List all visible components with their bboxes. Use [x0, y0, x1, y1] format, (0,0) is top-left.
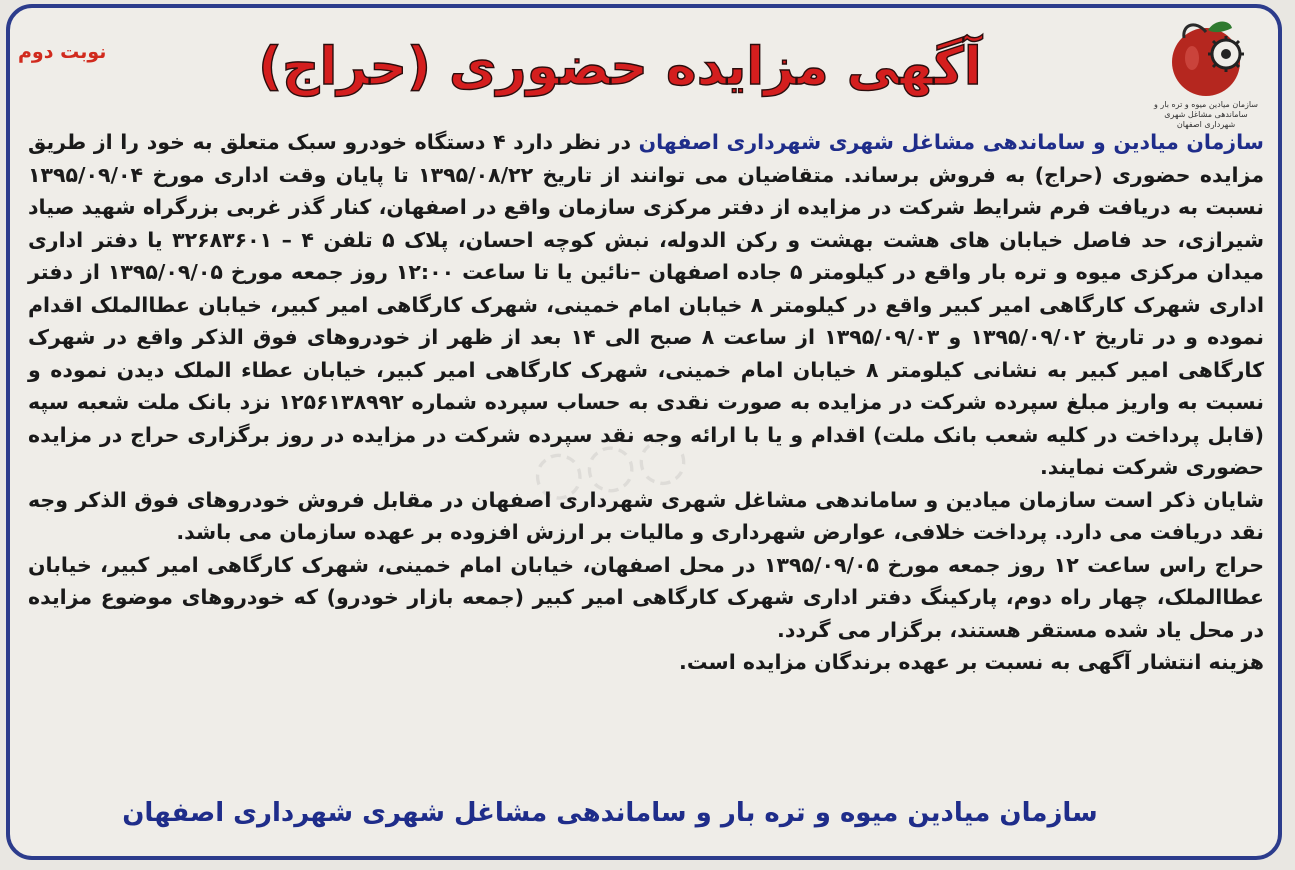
logo-caption: سازمان میادین میوه و تره بار و ساماندهی مشاغل شهری شهرداری اصفهان: [1154, 100, 1258, 129]
terms-text: در نظر دارد ۴ دستگاه خودرو سبک متعلق به خود را از طریق مزایده حضوری (حراج) به فروش برساند. متقاضیان می توانند از تاریخ ۱۳۹۵/۰۸/۲۲ تا پایان وقت اداری مورخ ۱۳۹۵/۰۹/۰۴ نسبت به دریافت فرم شرایط شرکت در مزایده از دفتر مرکزی سازمان واقع در اصفهان، کنار گذر غربی بزرگراه شهید صیاد شیرازی، حد فاصل خیابان های هشت بهشت و رکن الدوله، نبش کوچه احسان، پلاک ۵ تلفن ۴ – ۳۲۶۸۳۶۰۱ یا دفتر اداری میدان مرکزی میوه و تره بار واقع در کیلومتر ۵ جاده اصفهان –نائین یا تا ساعت ۱۲:۰۰ روز جمعه مورخ ۱۳۹۵/۰۹/۰۵ از دفتر اداری شهرک کارگاهی امیر کبیر واقع در کیلومتر ۸ خیابان امام خمینی، شهرک کارگاهی امیر کبیر، خیابان عطاالملک اقدام نموده و در تاریخ ۱۳۹۵/۰۹/۰۲ و ۱۳۹۵/۰۹/۰۳ از ساعت ۸ صبح الی ۱۴ بعد از ظهر از خودروهای فوق الذکر واقع در شهرک کارگاهی امیر کبیر به نشانی کیلومتر ۸ خیابان امام خمینی، شهرک کارگاهی امیر کبیر، خیابان عطاء الملک دیدن نموده و نسبت به واریز مبلغ سپرده شرکت در مزایده به صورت نقدی به حساب سپرده شماره ۱۲۵۶۱۳۸۹۹۲ نزد بانک ملت شعبه سپه (قابل پرداخت در کلیه شعب بانک ملت) اقدام و یا با ارائه وجه نقد سپرده شرکت در مزایده در روز برگزاری حراج در مزایده حضوری شرکت نمایند.: [28, 130, 1265, 479]
organization-name: سازمان میادین و ساماندهی مشاغل شهری شهرداری اصفهان: [638, 130, 1264, 154]
round-label: نوبت دوم: [18, 41, 107, 63]
paragraph-auction-time: حراج راس ساعت ۱۲ روز جمعه مورخ ۱۳۹۵/۰۹/۰۵ در محل اصفهان، خیابان امام خمینی، شهرک کارگاهی امیر کبیر، خیابان عطاالملک، چهار راه دوم، پارکینگ دفتر اداری شهرک کارگاهی امیر کبیر (جمعه بازار خودرو) که خودروهای موضوع مزایده در محل یاد شده مستقر هستند، برگزار می گردد.: [28, 552, 1264, 642]
apple-gear-icon: [1148, 14, 1264, 104]
notice-body: [28, 126, 1264, 679]
paragraph-terms: [28, 126, 1264, 484]
paragraph-payment: شایان ذکر است سازمان میادین و ساماندهی مشاغل شهری شهرداری اصفهان در مقابل فروش خودروهای فوق الذکر وجه نقد دریافت می دارد. پرداخت خلافی، عوارض شهرداری و مالیات بر ارزش افزوده بر عهده سازمان می باشد.: [28, 487, 1264, 544]
organization-logo: [1148, 14, 1264, 132]
paragraph-cost: هزینه انتشار آگهی به نسبت بر عهده برندگان مزایده است.: [679, 650, 1264, 674]
footer-signature: سازمان میادین میوه و تره بار و ساماندهی مشاغل شهری شهرداری اصفهان: [122, 798, 1098, 828]
page-title: آگهی مزایده حضوری (حراج): [258, 37, 982, 97]
